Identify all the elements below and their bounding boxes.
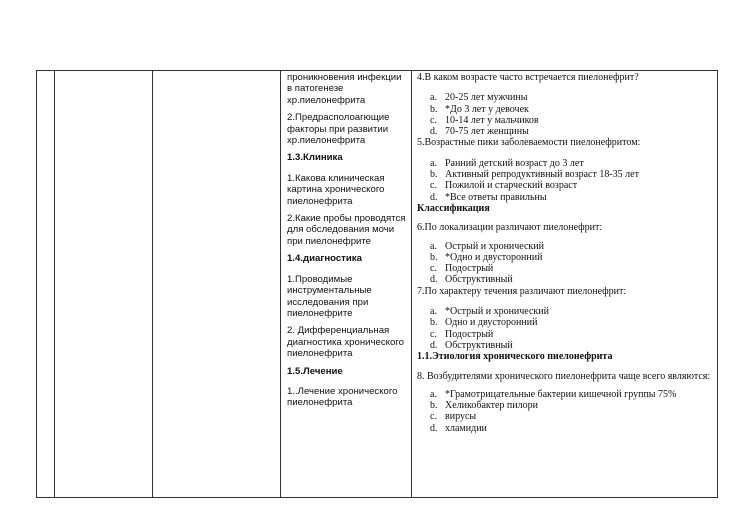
option-item: d. *Все ответы правильны — [430, 191, 547, 203]
option-item: a. *Грамотрицательные бактерии кишечной группы 75% — [430, 388, 677, 400]
section-heading-clinic: 1.3.Клиника — [287, 152, 343, 164]
empty-cell-1 — [37, 71, 55, 498]
option-item: a. Ранний детский возраст до 3 лет — [430, 157, 584, 169]
option-item: b. Активный репродуктивный возраст 18-35 лет — [430, 169, 639, 181]
option-item: d. Обструктивный — [430, 339, 513, 351]
option-item: b. *Одно и двусторонний — [430, 251, 543, 263]
option-item: d. Обструктивный — [430, 274, 513, 286]
question-6: 6.По локализации различают пиелонефрит: — [417, 222, 603, 234]
question-5: 5.Возрастные пики заболеваемости пиелонефритом: — [417, 137, 641, 149]
topics-cell — [281, 71, 412, 498]
option-item: a. 20-25 лет мужчины — [430, 92, 528, 104]
question-4: 4.В каком возрасте часто встречается пиелонефрит? — [417, 72, 639, 83]
questions-list — [412, 71, 717, 434]
empty-cell-2 — [55, 71, 153, 498]
topics-list — [281, 71, 411, 409]
question-8: 8. Возбудителями хронического пиелонефрита чаще всего являются: — [417, 370, 711, 382]
topic-item: 1.Какова клиническая картина хронического пиелонефрита — [287, 172, 385, 207]
option-item: b. Хеликобактер пилори — [430, 400, 538, 412]
topic-item: 2. Дифференциальная диагностика хронического пиелонефрита — [287, 325, 404, 360]
options-q4 — [417, 92, 713, 137]
option-item: c. Подострый — [430, 328, 494, 340]
option-item: c. 10-14 лет у мальчиков — [430, 114, 539, 126]
topic-item: 1..Лечение хронического пиелонефрита — [287, 385, 398, 409]
etiology-heading: 1.1.Этиология хронического пиелонефрита — [417, 351, 613, 363]
curriculum-table — [36, 70, 718, 498]
options-q5 — [417, 158, 713, 203]
options-q6 — [417, 241, 713, 286]
topic-item: 2.Какие пробы проводятся для обследования мочи при пиелонефрите — [287, 213, 406, 247]
option-item: c. Подострый — [430, 263, 494, 275]
classification-heading: Классификация — [417, 202, 490, 214]
option-item: d. хламидии — [430, 422, 487, 434]
section-heading-diagnostics: 1.4.диагностика — [287, 253, 362, 265]
questions-cell — [412, 71, 718, 498]
empty-cell-3 — [153, 71, 281, 498]
options-q7 — [417, 306, 713, 351]
option-item: c. вирусы — [430, 411, 477, 423]
option-item: a. Острый и хронический — [430, 240, 544, 252]
option-item: a. *Острый и хронический — [430, 306, 549, 318]
topic-item: 2.Предрасполоагющие факторы при развитии хр.пиелонефрита — [287, 112, 390, 147]
option-item: b. *До 3 лет у девочек — [430, 103, 529, 115]
question-7: 7.По характеру течения различают пиелонефрит: — [417, 285, 627, 297]
topic-item: проникновения инфекции в патогенезе хр.пиелонефрита — [287, 72, 402, 106]
topic-item: 1.Проводимые инструментальные исследования при пиелонефрите — [287, 273, 372, 319]
options-q8 — [417, 389, 713, 434]
option-item: b. Одно и двусторонний — [430, 317, 538, 329]
option-item: c. Пожилой и старческий возраст — [430, 180, 578, 192]
section-heading-treatment: 1.5.Лечение — [287, 365, 343, 377]
option-item: d. 70-75 лет женщины — [430, 126, 529, 138]
table-row — [37, 71, 718, 498]
